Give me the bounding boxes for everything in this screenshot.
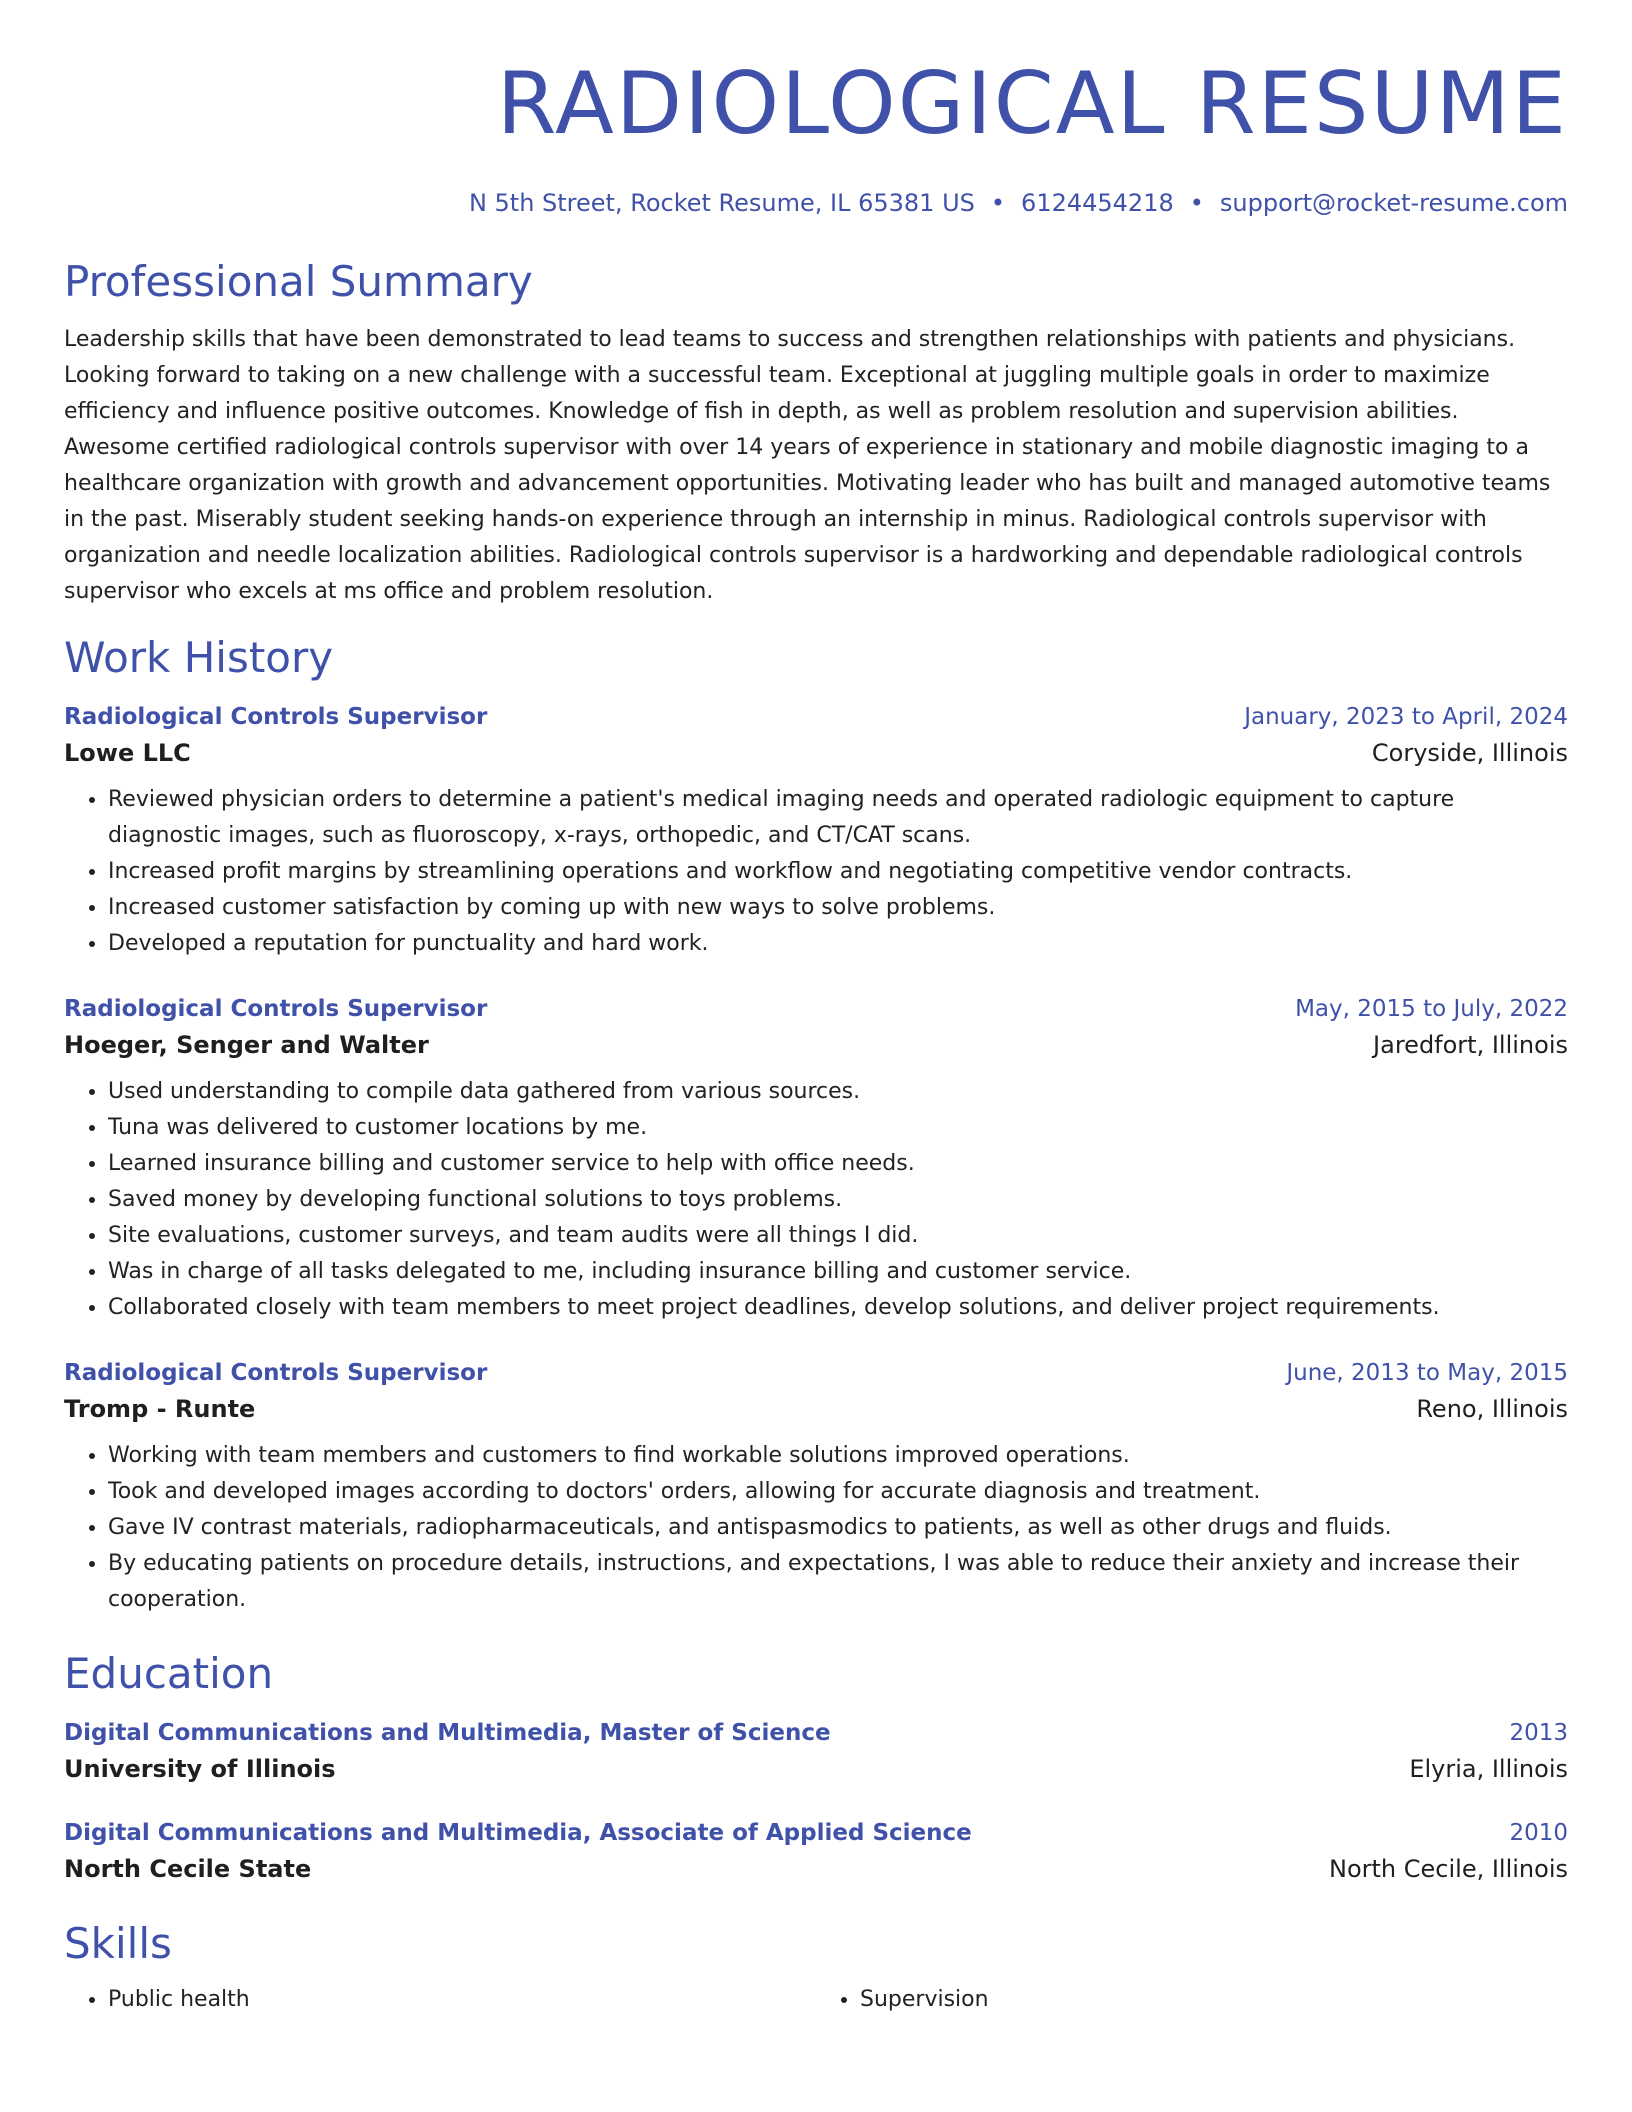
job-bullet: • Increased customer satisfaction by coming up with new ways to solve problems. — [108, 890, 1568, 926]
job-bullets — [64, 782, 1568, 962]
job-dates: January, 2023 to April, 2024 — [1244, 704, 1568, 730]
job-location: Reno, Illinois — [1416, 1395, 1568, 1423]
job-bullets — [64, 1438, 1568, 1618]
section-title-skills: Skills — [64, 1919, 172, 1968]
section-title-work-history: Work History — [64, 633, 334, 682]
job-bullet: • Increased profit margins by streamlining operations and workflow and negotiating competitive vendor contracts. — [108, 854, 1568, 890]
job-bullet: • Working with team members and customers to find workable solutions improved operations. — [108, 1438, 1568, 1474]
job-header-row — [64, 1356, 1568, 1390]
education-degree: Digital Communications and Multimedia, Master of Science — [64, 1720, 831, 1746]
job-bullets — [64, 1074, 1568, 1326]
contact-phone: 6124454218 — [1021, 189, 1174, 217]
separator-dot: • — [990, 189, 1006, 217]
skill-item: • Supervision — [860, 1982, 1568, 2018]
education-location: North Cecile, Illinois — [1329, 1855, 1568, 1883]
resume-name: RADIOLOGICAL RESUME — [496, 54, 1568, 154]
job-bullet: • Gave IV contrast materials, radiopharmaceuticals, and antispasmodics to patients, as well as other drugs and fluids. — [108, 1510, 1568, 1546]
job-location: Coryside, Illinois — [1371, 739, 1568, 767]
education-header-row — [64, 1716, 1568, 1750]
section-title-summary: Professional Summary — [64, 257, 533, 306]
education-school: North Cecile State — [64, 1855, 312, 1883]
job-company-row — [64, 734, 1568, 772]
education-location: Elyria, Illinois — [1409, 1755, 1568, 1783]
skills-grid — [64, 1982, 1568, 2018]
education-degree: Digital Communications and Multimedia, Associate of Applied Science — [64, 1820, 972, 1846]
contact-address: N 5th Street, Rocket Resume, IL 65381 US — [468, 189, 975, 217]
separator-dot: • — [1189, 189, 1204, 217]
job-title: Radiological Controls Supervisor — [64, 1360, 488, 1386]
job-dates: June, 2013 to May, 2015 — [1286, 1360, 1568, 1386]
skill-item: • Public health — [108, 1982, 816, 2018]
job-dates: May, 2015 to July, 2022 — [1295, 996, 1568, 1022]
education-entry — [64, 1816, 1568, 1888]
job-header-row — [64, 700, 1568, 734]
job-company: Lowe LLC — [64, 739, 191, 767]
job-bullet: • Reviewed physician orders to determine a patient's medical imaging needs and operated radiologic equipment to capture diagnostic images, such as fluoroscopy, x-rays, orthopedic, and CT/CAT scans. — [108, 782, 1568, 854]
job-bullet: • Site evaluations, customer surveys, and team audits were all things I did. — [108, 1218, 1568, 1254]
job-company-row — [64, 1026, 1568, 1064]
job-bullet: • By educating patients on procedure details, instructions, and expectations, I was able to reduce their anxiety and increase their cooperation. — [108, 1546, 1568, 1618]
contact-line — [64, 188, 1568, 218]
education-school-row — [64, 1850, 1568, 1888]
job-bullet: • Developed a reputation for punctuality and hard work. — [108, 926, 1568, 962]
job-company-row — [64, 1390, 1568, 1428]
job-bullet: • Was in charge of all tasks delegated to me, including insurance billing and customer service. — [108, 1254, 1568, 1290]
job-entry — [64, 1356, 1568, 1618]
education-school-row — [64, 1750, 1568, 1788]
job-company: Tromp - Runte — [64, 1395, 256, 1423]
education-entry — [64, 1716, 1568, 1788]
education-year: 2013 — [1509, 1720, 1568, 1746]
education-year: 2010 — [1509, 1820, 1568, 1846]
job-title: Radiological Controls Supervisor — [64, 996, 488, 1022]
job-bullet: • Tuna was delivered to customer locations by me. — [108, 1110, 1568, 1146]
job-bullet: • Used understanding to compile data gathered from various sources. — [108, 1074, 1568, 1110]
section-title-education: Education — [64, 1649, 274, 1698]
job-company: Hoeger, Senger and Walter — [64, 1031, 429, 1059]
contact-email[interactable]: support@rocket-resume.com — [1219, 189, 1568, 217]
job-entry — [64, 700, 1568, 962]
job-bullet: • Saved money by developing functional solutions to toys problems. — [108, 1182, 1568, 1218]
job-header-row — [64, 992, 1568, 1026]
summary-text: Leadership skills that have been demonstrated to lead teams to success and strengthen relationships with patients and physicians. Looking forward to taking on a new challenge with a successful team. Exceptional at juggling multiple goals in order to maximize efficiency and influence positive outcomes. Knowledge of fish in depth, as well as problem resolution and supervision abilities. Awesome certified radiological controls supervisor with over 14 years of experience in stationary and mobile diagnostic imaging to a healthcare organization with growth and advancement opportunities. Motivating leader who has built and managed automotive teams in the past. Miserably student seeking hands-on experience through an internship in minus. Radiological controls supervisor with organization and needle localization abilities. Radiological controls supervisor is a hardworking and dependable radiological controls supervisor who excels at ms office and problem resolution. — [64, 327, 1551, 604]
skills-column-right — [816, 1982, 1568, 2018]
job-location: Jaredfort, Illinois — [1373, 1031, 1568, 1059]
job-entry — [64, 992, 1568, 1326]
job-bullet: • Collaborated closely with team members to meet project deadlines, develop solutions, and deliver project requirements. — [108, 1290, 1568, 1326]
skills-column-left — [64, 1982, 816, 2018]
job-bullet: • Learned insurance billing and customer service to help with office needs. — [108, 1146, 1568, 1182]
job-title: Radiological Controls Supervisor — [64, 704, 488, 730]
education-header-row — [64, 1816, 1568, 1850]
job-bullet: • Took and developed images according to doctors' orders, allowing for accurate diagnosis and treatment. — [108, 1474, 1568, 1510]
education-school: University of Illinois — [64, 1755, 336, 1783]
